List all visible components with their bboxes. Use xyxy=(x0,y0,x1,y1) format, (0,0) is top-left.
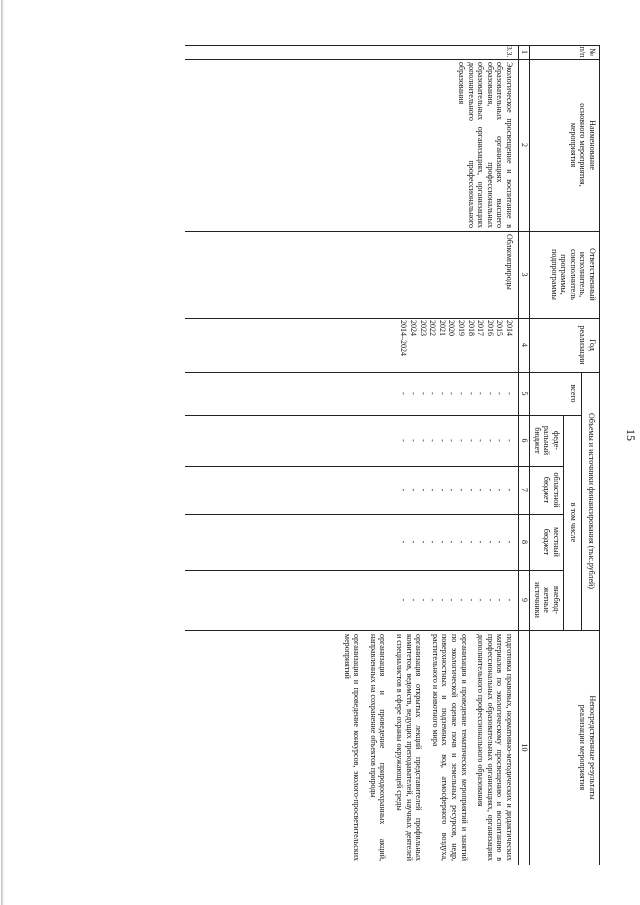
dash-cell: - xyxy=(466,540,476,544)
dash-cell: - xyxy=(437,540,447,544)
local-values xyxy=(399,514,514,570)
dash-cell: - xyxy=(409,392,419,395)
col-number: 4 xyxy=(520,343,529,347)
dash-cell: - xyxy=(485,392,495,395)
col-number: 3 xyxy=(520,272,529,277)
dash-cell: - xyxy=(409,439,419,442)
incl-header-rule xyxy=(563,415,564,630)
dash-cell: - xyxy=(399,439,409,442)
row-number: 3.3. xyxy=(505,46,514,58)
dash-cell: - xyxy=(476,598,486,602)
dash-cell: - xyxy=(428,488,438,492)
dash-cell: - xyxy=(418,392,428,395)
dash-cell: - xyxy=(447,488,457,492)
year-cell: 2023 xyxy=(418,320,428,336)
header-bottom-rule xyxy=(529,45,530,865)
dash-cell: - xyxy=(505,598,514,602)
dash-cell: - xyxy=(437,439,447,442)
dash-cell: - xyxy=(476,439,486,442)
dash-cell: - xyxy=(418,488,428,492)
page-number: 15 xyxy=(624,429,638,441)
dash-cell: - xyxy=(437,392,447,395)
dash-cell: - xyxy=(457,488,467,492)
dash-cell: - xyxy=(399,540,409,544)
col-divider-2 xyxy=(185,231,600,232)
dash-cell: - xyxy=(409,488,419,492)
header-local: местный бюджет xyxy=(542,527,561,557)
dash-cell: - xyxy=(485,488,495,492)
dash-cell: - xyxy=(485,540,495,544)
dash-cell: - xyxy=(466,598,476,602)
dash-cell: - xyxy=(428,439,438,442)
year-cell: 2014–2024 xyxy=(399,320,409,356)
result-item: подготовка правовых, нормативно-методических и дидактических материалов по экологическому просвещению и воспитанию в профессиональных образовательных организациях, организациях дополнительного профессионального образования xyxy=(476,634,514,861)
dash-cell: - xyxy=(495,488,505,492)
header-num: № п/п xyxy=(578,46,597,58)
col-number: 6 xyxy=(520,438,529,443)
dash-cell: - xyxy=(476,540,486,544)
col-number: 2 xyxy=(520,143,529,147)
dash-cell: - xyxy=(447,598,457,602)
table-top-border xyxy=(599,45,600,865)
header-incl: в том числе xyxy=(569,502,578,543)
col-divider-3 xyxy=(185,318,600,319)
dash-cell: - xyxy=(457,439,467,442)
funding-header-rule xyxy=(581,372,582,630)
dash-cell: - xyxy=(476,392,486,395)
dash-cell: - xyxy=(505,392,514,395)
col-number: 5 xyxy=(520,391,529,396)
dash-cell: - xyxy=(485,439,495,442)
federal-values xyxy=(399,415,514,466)
header-results: Непосредственные результаты реализации мероприятия xyxy=(578,695,597,800)
year-cell: 2022 xyxy=(428,320,438,336)
dash-cell: - xyxy=(457,392,467,395)
header-year: Год реализации xyxy=(578,325,597,365)
year-cell: 2020 xyxy=(447,320,457,336)
dash-cell: - xyxy=(418,540,428,544)
col-number: 1 xyxy=(520,50,529,54)
dash-cell: - xyxy=(495,598,505,602)
col-divider-1 xyxy=(185,59,600,60)
header-federal: феде- ральный бюджет xyxy=(532,425,561,456)
dash-cell: - xyxy=(466,439,476,442)
dash-cell: - xyxy=(495,540,505,544)
result-item: организация и проведение природоохранных акций, направленных на сохранение объектов природы xyxy=(368,634,388,861)
dash-cell: - xyxy=(485,598,495,602)
dash-cell: - xyxy=(409,540,419,544)
result-item: организация и проведение конкурсов, эколого-просветительских мероприятий xyxy=(342,634,362,861)
dash-cell: - xyxy=(495,392,505,395)
col-number: 10 xyxy=(520,743,529,752)
col-divider-9 xyxy=(185,630,600,631)
col-divider-4 xyxy=(185,372,600,373)
dash-cell: - xyxy=(476,488,486,492)
offbudget-values xyxy=(399,570,514,630)
year-cell: 2016 xyxy=(485,320,495,336)
program-table xyxy=(185,45,600,865)
result-item: организация и проведение тематических мероприятий и занятий по экологической оценке почв и земельных ресурсов, недр, поверхностных и подземных вод, атмосферного воздуха, растительного и животного мира xyxy=(430,634,469,861)
header-funding: Объемы и источники финансирования (тыс.рублей) xyxy=(587,413,596,589)
regional-values xyxy=(399,466,514,514)
dash-cell: - xyxy=(466,488,476,492)
year-cell: 2015 xyxy=(495,320,505,336)
dash-cell: - xyxy=(418,598,428,602)
dash-cell: - xyxy=(505,540,514,544)
dash-cell: - xyxy=(495,439,505,442)
year-cell: 2018 xyxy=(466,320,476,336)
dash-cell: - xyxy=(505,488,514,492)
year-cell: 2017 xyxy=(476,320,486,336)
dash-cell: - xyxy=(447,439,457,442)
row-name: Экологическое просвещение и воспитание в образовательных организациях высшего образования, профессиональных образовательных организациях, организациях дополнительного профессионального образования xyxy=(457,62,514,228)
col-number: 8 xyxy=(520,540,529,544)
dash-cell: - xyxy=(447,392,457,395)
dash-cell: - xyxy=(399,392,409,395)
row-responsible: Облкомприроды xyxy=(505,234,514,290)
dash-cell: - xyxy=(428,540,438,544)
dash-cell: - xyxy=(437,488,447,492)
col-number: 7 xyxy=(520,488,529,492)
dash-cell: - xyxy=(418,439,428,442)
scan-edge xyxy=(1,0,4,905)
dash-cell: - xyxy=(466,392,476,395)
header-regional: областной бюджет xyxy=(542,472,561,508)
row-years xyxy=(399,320,514,370)
header-offbudget: внебюд- жетные источники xyxy=(532,582,561,618)
header-responsible: Ответственный исполнитель, соисполнитель программы, подпрограммы xyxy=(549,248,597,301)
border-left xyxy=(185,45,600,46)
total-values xyxy=(399,372,514,415)
dash-cell: - xyxy=(457,598,467,602)
dash-cell: - xyxy=(428,392,438,395)
year-cell: 2024 xyxy=(409,320,419,336)
header-name: Наименование основного мероприятия, мероприятия xyxy=(568,103,597,187)
dash-cell: - xyxy=(399,598,409,602)
year-cell: 2019 xyxy=(457,320,467,336)
dash-cell: - xyxy=(409,598,419,602)
dash-cell: - xyxy=(437,598,447,602)
row-results xyxy=(342,634,514,861)
rotated-table-sheet xyxy=(185,45,638,865)
dash-cell: - xyxy=(505,439,514,442)
dash-cell: - xyxy=(457,540,467,544)
dash-cell: - xyxy=(399,488,409,492)
col-number: 9 xyxy=(520,598,529,602)
year-cell: 2021 xyxy=(437,320,447,336)
header-total: всего xyxy=(569,384,578,403)
year-cell: 2014 xyxy=(505,320,514,336)
result-item: организация открытых лекций представителей профильных комитетов, ведомств, ведущих преподавателей, научных деятелей и специалистов в сфере охраны окружающей среды xyxy=(395,634,424,861)
dash-cell: - xyxy=(428,598,438,602)
dash-cell: - xyxy=(447,540,457,544)
